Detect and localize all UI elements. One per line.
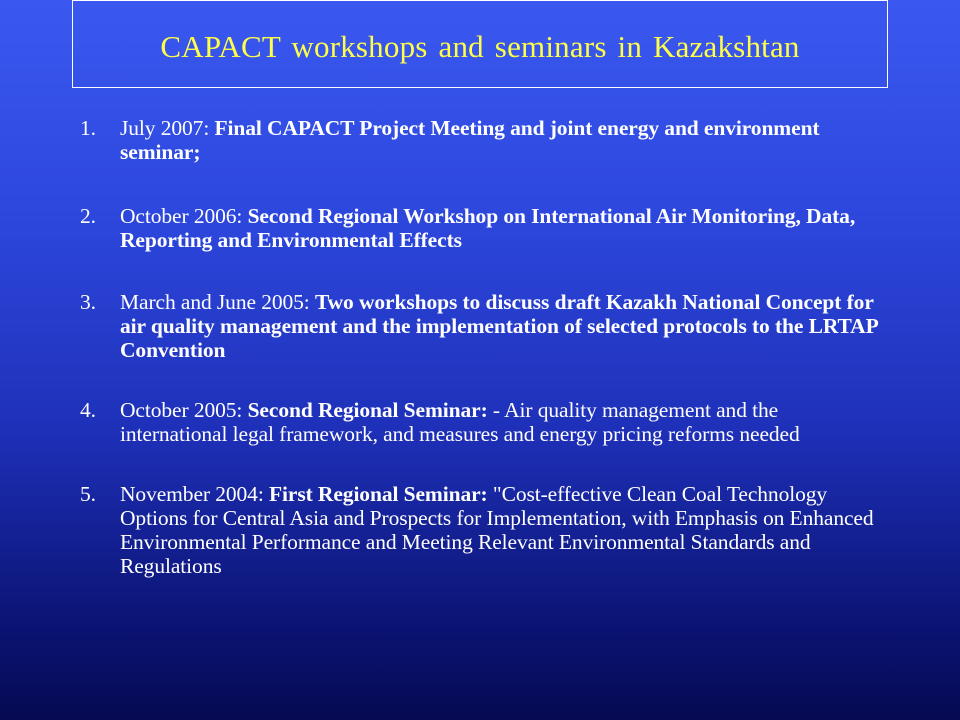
item-number: 4. bbox=[80, 398, 96, 422]
item-date: March and June 2005: bbox=[120, 290, 315, 314]
item-title: First Regional Seminar: bbox=[268, 482, 488, 506]
list-item bbox=[80, 482, 880, 578]
item-title: Two workshops to discuss draft Kazakh National Concept for air quality management and the implementation of selected protocols to the LRTAP Convention bbox=[120, 290, 878, 362]
seminar-list bbox=[80, 116, 880, 578]
list-item bbox=[80, 116, 880, 164]
item-title: Final CAPACT Project Meeting and joint energy and environment seminar; bbox=[120, 116, 820, 164]
item-date: October 2005: bbox=[120, 398, 248, 422]
item-number: 3. bbox=[80, 290, 96, 314]
item-detail: - Air quality management and the international legal framework, and measures and energy pricing reforms needed bbox=[120, 398, 800, 446]
item-number: 5. bbox=[80, 482, 96, 506]
list-item bbox=[80, 398, 880, 446]
item-number: 2. bbox=[80, 204, 96, 228]
item-title: Second Regional Workshop on International Air Monitoring, Data, Reporting and Environmental Effects bbox=[120, 204, 856, 252]
title-box bbox=[72, 0, 888, 88]
item-detail: "Cost-effective Clean Coal Technology Options for Central Asia and Prospects for Implementation, with Emphasis on Enhanced Environmental Performance and Meeting Relevant Environmental Standards and Regulations bbox=[120, 482, 874, 578]
list-item bbox=[80, 290, 880, 362]
slide-title: CAPACT workshops and seminars in Kazakshtan bbox=[160, 29, 800, 64]
item-date: July 2007: bbox=[120, 116, 215, 140]
list-item bbox=[80, 204, 880, 252]
item-date: November 2004: bbox=[120, 482, 269, 506]
item-title: Second Regional Seminar: bbox=[247, 398, 488, 422]
item-number: 1. bbox=[80, 116, 96, 140]
item-date: October 2006: bbox=[120, 204, 248, 228]
